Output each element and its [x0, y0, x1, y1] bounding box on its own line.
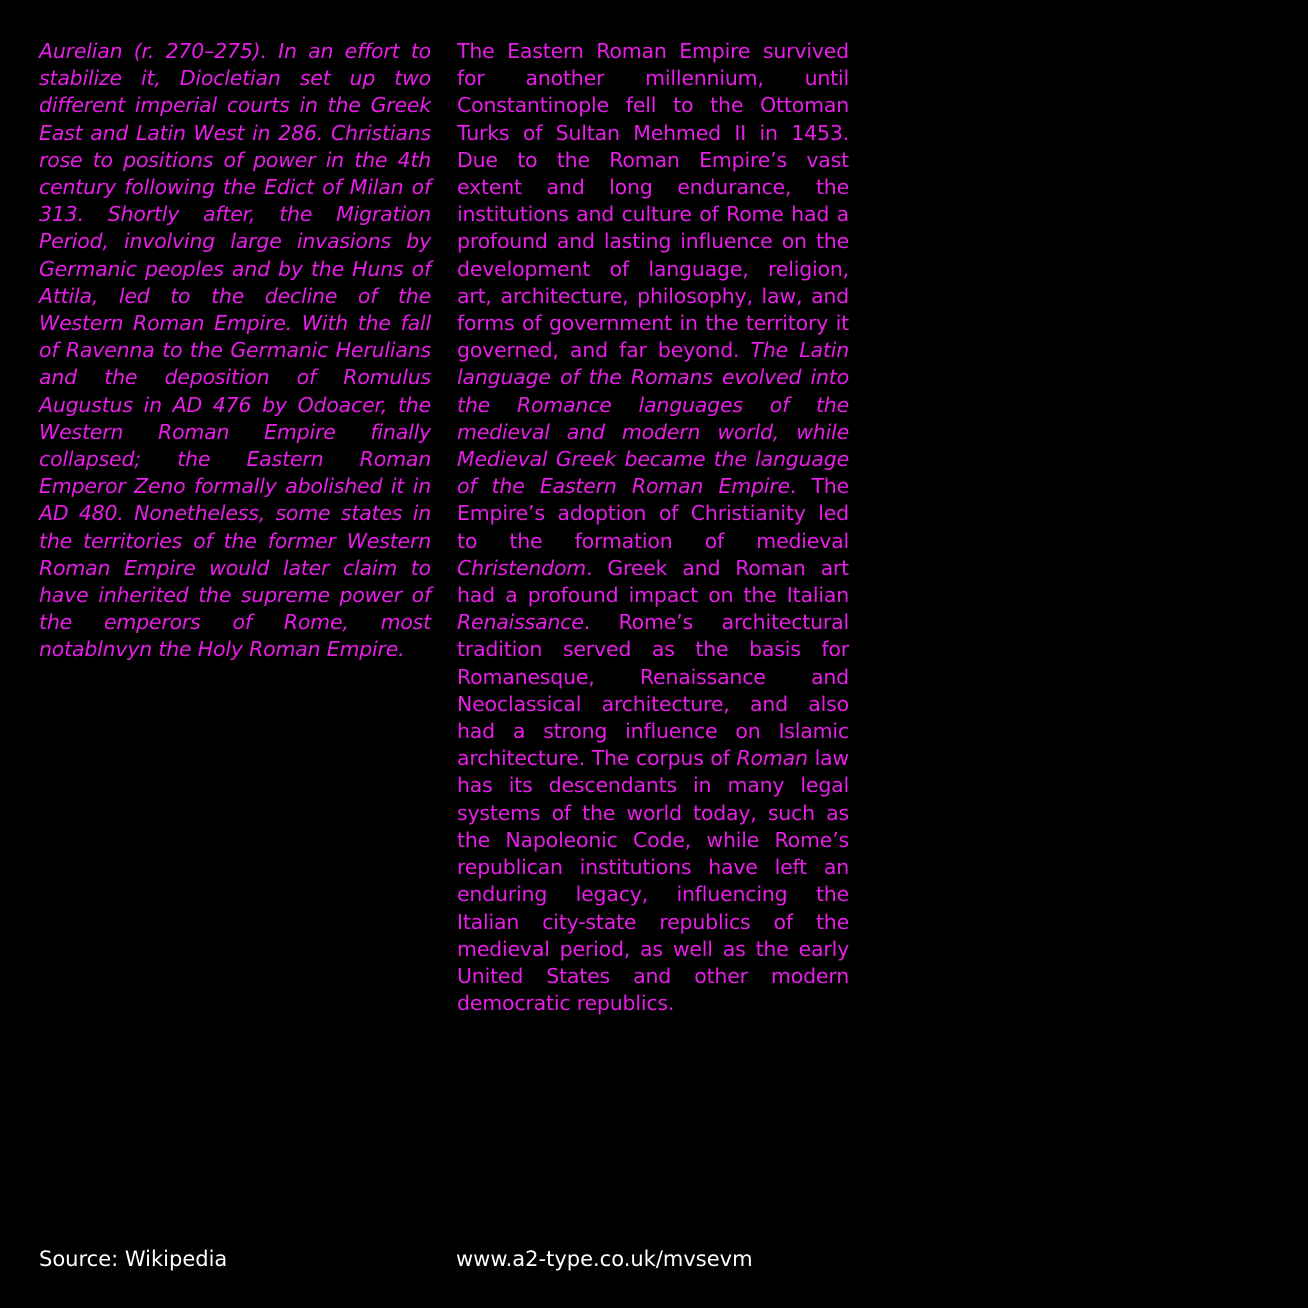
italic-segment: Roman — [736, 746, 808, 771]
source-credit: Source: Wikipedia — [39, 1247, 228, 1271]
left-text-column: Aurelian (r. 270–275). In an effort to stabilize it, Diocletian set up two different imperial courts in the Greek East and Latin West in 286. Christians rose to positions of power in the 4th century following the Edict of Milan of 313. Shortly after, the Migration Period, involving large invasions by Germanic peoples and by the Huns of Attila, led to the decline of the Western Roman Empire. With the fall of Ravenna to the Germanic Herulians and the deposition of Romulus Augustus in AD 476 by Odoacer, the Western Roman Empire finally collapsed; the Eastern Roman Emperor Zeno formally abolished it in AD 480. Nonetheless, some states in the territories of the former Western Roman Empire would later claim to have inherited the supreme power of the emperors of Rome, most notablnvyn the Holy Roman Empire. — [39, 39, 431, 662]
text-segment: . The Empire’s adoption of Christianity led to the formation of medieval — [457, 474, 849, 553]
italic-segment: The Latin language of the Romans evolved into the Romance languages of the medieval and modern world, while Medieval Greek became the language of the Eastern Roman Empire — [457, 338, 849, 499]
website-url: www.a2-type.co.uk/mvsevm — [456, 1247, 753, 1271]
text-segment: . Rome’s architectural tradition served as the basis for Romanesque, Renaissance and Neoclassical architecture, and also had a strong influence on Islamic architecture. The corpus of — [457, 610, 849, 771]
text-segment: The Eastern Roman Empire survived for another millennium, until Constantinople fell to the Ottoman Turks of Sultan Mehmed II in 1453. Due to the Roman Empire’s vast extent and long endurance, the institutions and culture of Rome had a profound and lasting influence on the development of language, religion, art, architecture, philosophy, law, and forms of government in the territory it governed, and far beyond. — [457, 39, 849, 363]
italic-segment: Christendom — [457, 555, 587, 580]
text-segment: . Greek and Roman art had a profound impact on the Italian — [457, 555, 849, 608]
italic-segment: Renaissance — [457, 610, 584, 635]
text-segment: law has its descendants in many legal systems of the world today, such as the Napoleonic Code, while Rome’s republican institutions have left an enduring legacy, influencing the Italian city-state republics of the medieval period, as well as the early United States and other modern democratic republics. — [457, 746, 849, 1016]
right-text-column — [457, 38, 849, 1017]
